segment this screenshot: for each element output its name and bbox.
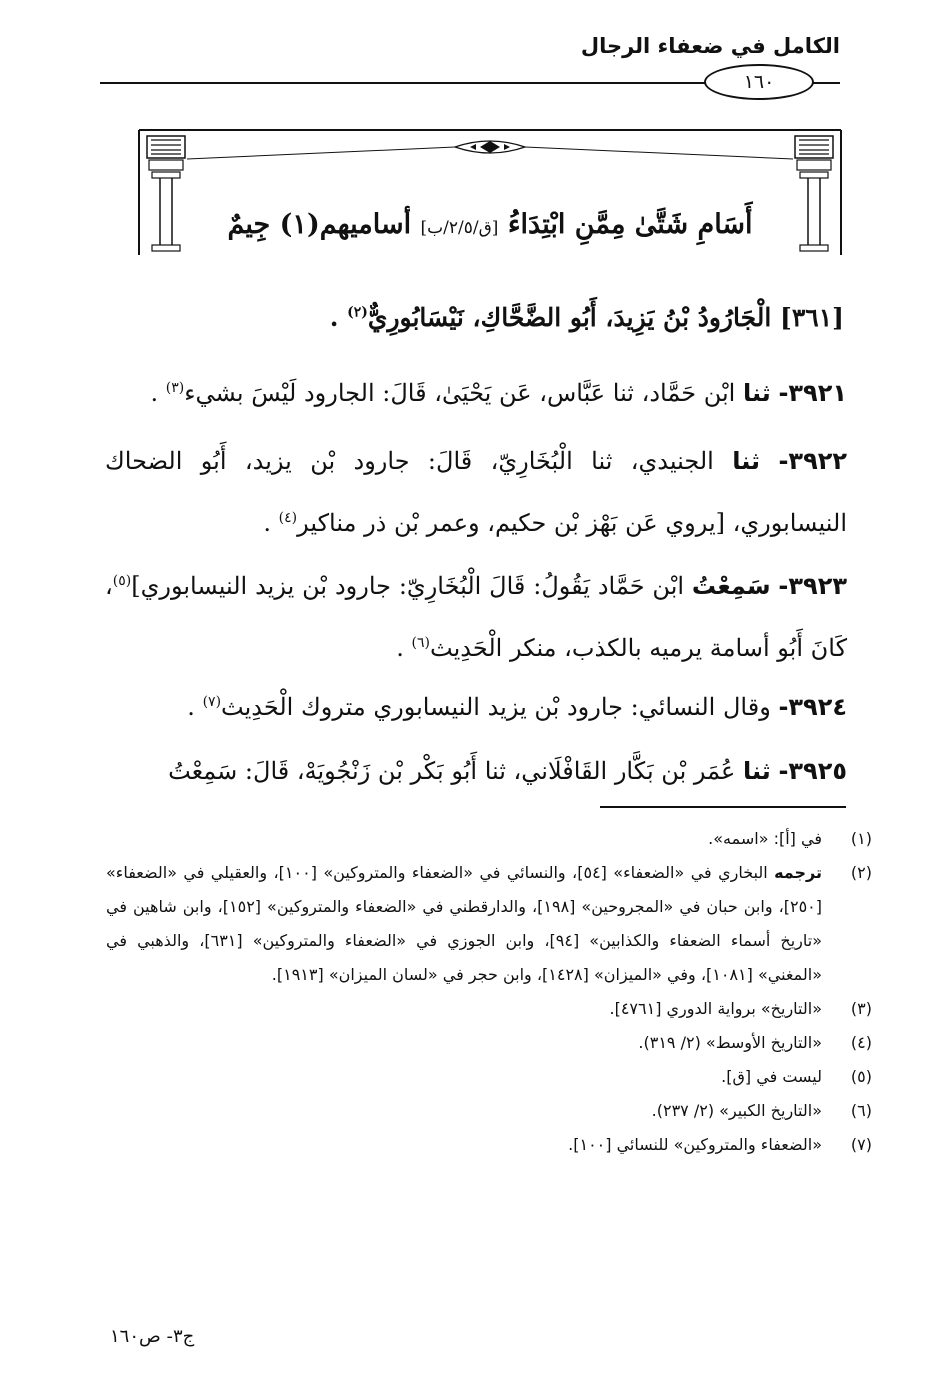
footnote-number: (٤): [850, 1033, 872, 1052]
footnotes: [106, 822, 872, 1162]
narration-keyword: ثنا: [742, 379, 771, 407]
narration-keyword: ثنا: [742, 757, 771, 785]
narration-3925: [105, 740, 847, 802]
footnote: [106, 1060, 872, 1094]
footnote-marker: (٢): [347, 304, 368, 321]
footnote-marker: (٥): [112, 573, 132, 589]
footnote-body: البخاري في «الضعفاء» [٥٤]، والنسائي في «الضعفاء والمتروكين» [١٠٠]، والعقيلي في «الضعفاء» [٢٥٠]، وابن حبان في «المجروحين» [١٩٨]، والدارقطني في «الضعفاء والمتروكين» [١٥٢]، وابن شاهين في «تاريخ أسماء الضعفاء والكذابين» [٩٤]، وابن الجوزي في «الضعفاء والمتروكين» [٦٣١]، والذهبي في «المغني» [١٠٨١]، وفي «الميزان» [١٤٢٨]، وابن حجر في «لسان الميزان» [١٩١٣].: [106, 863, 823, 984]
footnote-number: (٥): [850, 1067, 872, 1086]
footnote-text: [106, 856, 822, 992]
chapter-title-main: أَسَامِ شَتَّىٰ مِمَّنِ ابْتِدَاءُ: [507, 209, 753, 240]
page-number: ١٦٠: [743, 71, 775, 93]
narration-3922: [105, 430, 847, 554]
footnote-number: (١): [850, 829, 872, 848]
chapter-title: [135, 209, 845, 240]
footnote-number: (٣): [850, 999, 872, 1018]
narration-number: ٣٩٢٥-: [778, 757, 847, 785]
narration-number: ٣٩٢١-: [778, 379, 847, 407]
manuscript-reference: [ق/٢/٥/ب]: [420, 218, 499, 238]
footnote-marker: (٧): [202, 694, 222, 710]
narration-keyword: سَمِعْتُ: [691, 572, 771, 600]
entry-heading-text: [٣٦١] الْجَارُودُ بْنُ يَزِيدَ، أَبُو الضَّحَّاكِ، نَيْسَابُورِيٌّ: [367, 303, 844, 332]
footnote-number: (٧): [850, 1135, 872, 1154]
footnote-marker: (٦): [411, 635, 430, 651]
chapter-title-end: أساميهم(١) جِيمٌ: [227, 209, 412, 240]
footnote: [106, 992, 872, 1026]
narration-end: .: [263, 509, 279, 537]
narration-end: .: [396, 634, 412, 662]
footnote-text: «التاريخ الكبير» (٢/ ٢٣٧).: [651, 1101, 822, 1120]
footnote-text: «التاريخ» برواية الدوري [٤٧٦١].: [609, 999, 822, 1018]
page-number-badge: [704, 64, 814, 100]
footnote: [106, 822, 872, 856]
entry-heading: [٣٦١] الْجَارُودُ بْنُ يَزِيدَ، أَبُو الضَّحَّاكِ، نَيْسَابُورِيٌّ$^{(٢)}$ .: [329, 303, 844, 332]
footnote: [106, 856, 872, 992]
footnote-text: «التاريخ الأوسط» (٢/ ٣١٩).: [638, 1033, 822, 1052]
footnote-marker: (٣): [165, 380, 185, 396]
footnote-marker: (٤): [278, 510, 298, 526]
footnote: [106, 1128, 872, 1162]
footnote-lead: ترجمه: [774, 863, 823, 882]
narration-number: ٣٩٢٤-: [778, 693, 847, 721]
footnote: [106, 1026, 872, 1060]
narration-3924: [105, 676, 847, 738]
footnote-text: «الضعفاء والمتروكين» للنسائي [١٠٠].: [568, 1135, 822, 1154]
footnote-number: (٢): [850, 863, 872, 882]
narration-number: ٣٩٢٣-: [778, 572, 847, 600]
volume-page-footer: ج٣- ص١٦٠: [110, 1326, 195, 1347]
footnote-rule: [600, 806, 846, 808]
narration-text: ابْن حَمَّاد يَقُولُ: قَالَ الْبُخَارِيّ: جارود بْن يزيد النيسابوري]: [131, 572, 685, 600]
narration-text: عُمَر بْن بَكَّار القَافْلَاني، ثنا أَبُو بَكْر بْن زَنْجُويَهْ، قَالَ: سَمِعْتُ: [168, 757, 736, 785]
chapter-frame: [135, 127, 845, 257]
narration-3921: [105, 362, 847, 424]
running-header-title: الكامل في ضعفاء الرجال: [580, 34, 840, 58]
narration-keyword: ثنا: [732, 447, 761, 475]
narration-text: الجنيدي، ثنا الْبُخَارِيّ، قَالَ: جارود بْن يزيد، أَبُو الضحاك النيسابوري، [يروي عَن بَهْز بْن حكيم، وعمر بْن ذر مناكير: [105, 447, 847, 537]
narration-text-cont: ، كَانَ أَبُو أسامة يرميه بالكذب، منكر الْحَدِيث: [105, 572, 847, 662]
narration-number: ٣٩٢٢-: [778, 447, 848, 475]
narration-3923: [105, 555, 847, 679]
footnote-number: (٦): [850, 1101, 872, 1120]
narration-end: .: [150, 379, 166, 407]
narration-text: وقال النسائي: جارود بْن يزيد النيسابوري متروك الْحَدِيث: [221, 693, 771, 721]
footnote: [106, 1094, 872, 1128]
narration-text: ابْن حَمَّاد، ثنا عَبَّاس، عَن يَحْيَىٰ، قَالَ: الجارود لَيْسَ بشيء: [184, 379, 736, 407]
narration-end: .: [187, 693, 203, 721]
footnote-text: ليست في [ق].: [721, 1067, 822, 1086]
footnote-text: في [أ]: «اسمه».: [708, 829, 822, 848]
